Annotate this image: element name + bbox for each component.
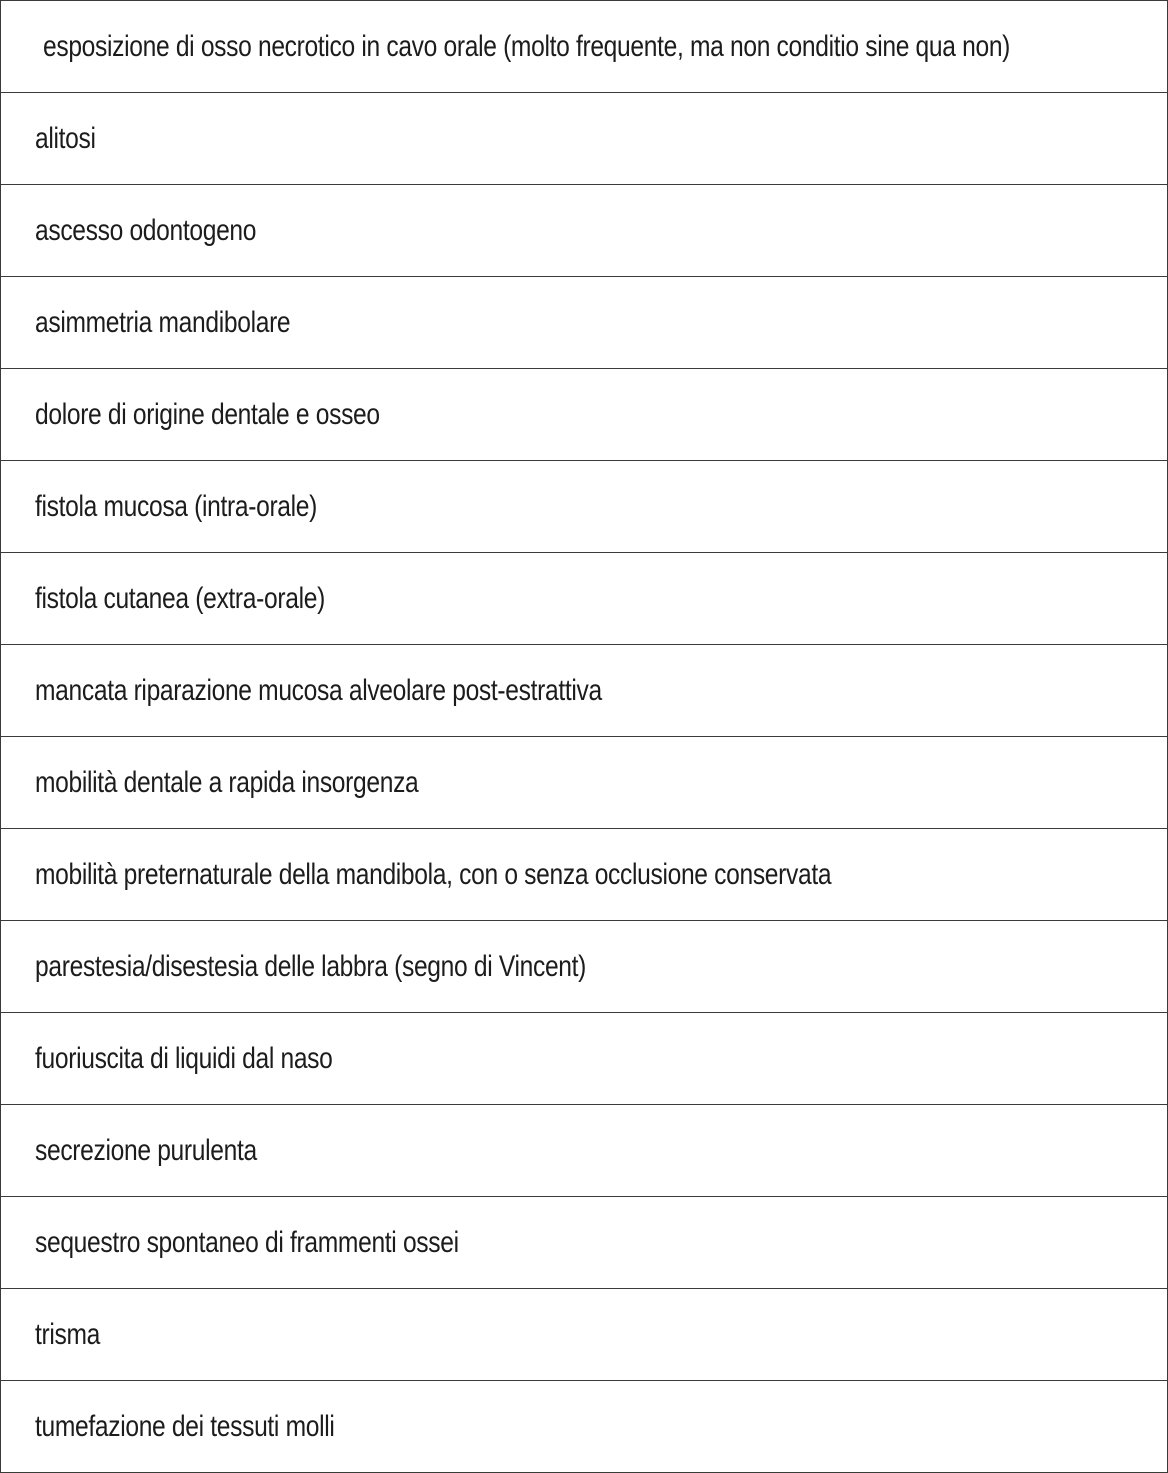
table-row bbox=[1, 93, 1168, 185]
table-cell bbox=[1, 369, 1168, 461]
cell-text: tumefazione dei tessuti molli bbox=[35, 1409, 335, 1443]
cell-text: esposizione di osso necrotico in cavo orale (molto frequente, ma non conditio sine qua non) bbox=[43, 29, 1011, 63]
table-cell bbox=[1, 921, 1168, 1013]
table-row bbox=[1, 277, 1168, 369]
cell-text: dolore di origine dentale e osseo bbox=[35, 397, 380, 431]
table-cell bbox=[1, 645, 1168, 737]
table-cell bbox=[1, 277, 1168, 369]
cell-text: mobilità preternaturale della mandibola, con o senza occlusione conservata bbox=[35, 857, 832, 891]
table-cell bbox=[1, 461, 1168, 553]
table-cell bbox=[1, 553, 1168, 645]
table-row bbox=[1, 369, 1168, 461]
table-cell bbox=[1, 1289, 1168, 1381]
table-row bbox=[1, 461, 1168, 553]
table-row bbox=[1, 1105, 1168, 1197]
cell-text: fuoriuscita di liquidi dal naso bbox=[35, 1041, 333, 1075]
cell-text: trisma bbox=[35, 1317, 100, 1351]
table-cell bbox=[1, 93, 1168, 185]
cell-text: mancata riparazione mucosa alveolare post-estrattiva bbox=[35, 673, 602, 707]
cell-text: secrezione purulenta bbox=[35, 1133, 257, 1167]
table-cell bbox=[1, 1013, 1168, 1105]
table-cell bbox=[1, 185, 1168, 277]
cell-text: fistola cutanea (extra-orale) bbox=[35, 581, 325, 615]
cell-text: sequestro spontaneo di frammenti ossei bbox=[35, 1225, 459, 1259]
table-row bbox=[1, 1381, 1168, 1473]
table-row bbox=[1, 185, 1168, 277]
symptom-table-body bbox=[1, 1, 1168, 1473]
table-cell bbox=[1, 737, 1168, 829]
table-row bbox=[1, 829, 1168, 921]
table-row bbox=[1, 921, 1168, 1013]
cell-text: asimmetria mandibolare bbox=[35, 305, 291, 339]
table-cell bbox=[1, 1197, 1168, 1289]
cell-text: ascesso odontogeno bbox=[35, 213, 257, 247]
table-row bbox=[1, 1289, 1168, 1381]
table-cell bbox=[1, 1, 1168, 93]
table-cell bbox=[1, 829, 1168, 921]
table-row bbox=[1, 553, 1168, 645]
table-cell bbox=[1, 1105, 1168, 1197]
cell-text: mobilità dentale a rapida insorgenza bbox=[35, 765, 419, 799]
table-row bbox=[1, 1, 1168, 93]
cell-text: parestesia/disestesia delle labbra (segno di Vincent) bbox=[35, 949, 587, 983]
table-cell bbox=[1, 1381, 1168, 1473]
table-row bbox=[1, 1197, 1168, 1289]
table-row bbox=[1, 1013, 1168, 1105]
cell-text: fistola mucosa (intra-orale) bbox=[35, 489, 318, 523]
table-row bbox=[1, 645, 1168, 737]
table-row bbox=[1, 737, 1168, 829]
cell-text: alitosi bbox=[35, 121, 96, 155]
